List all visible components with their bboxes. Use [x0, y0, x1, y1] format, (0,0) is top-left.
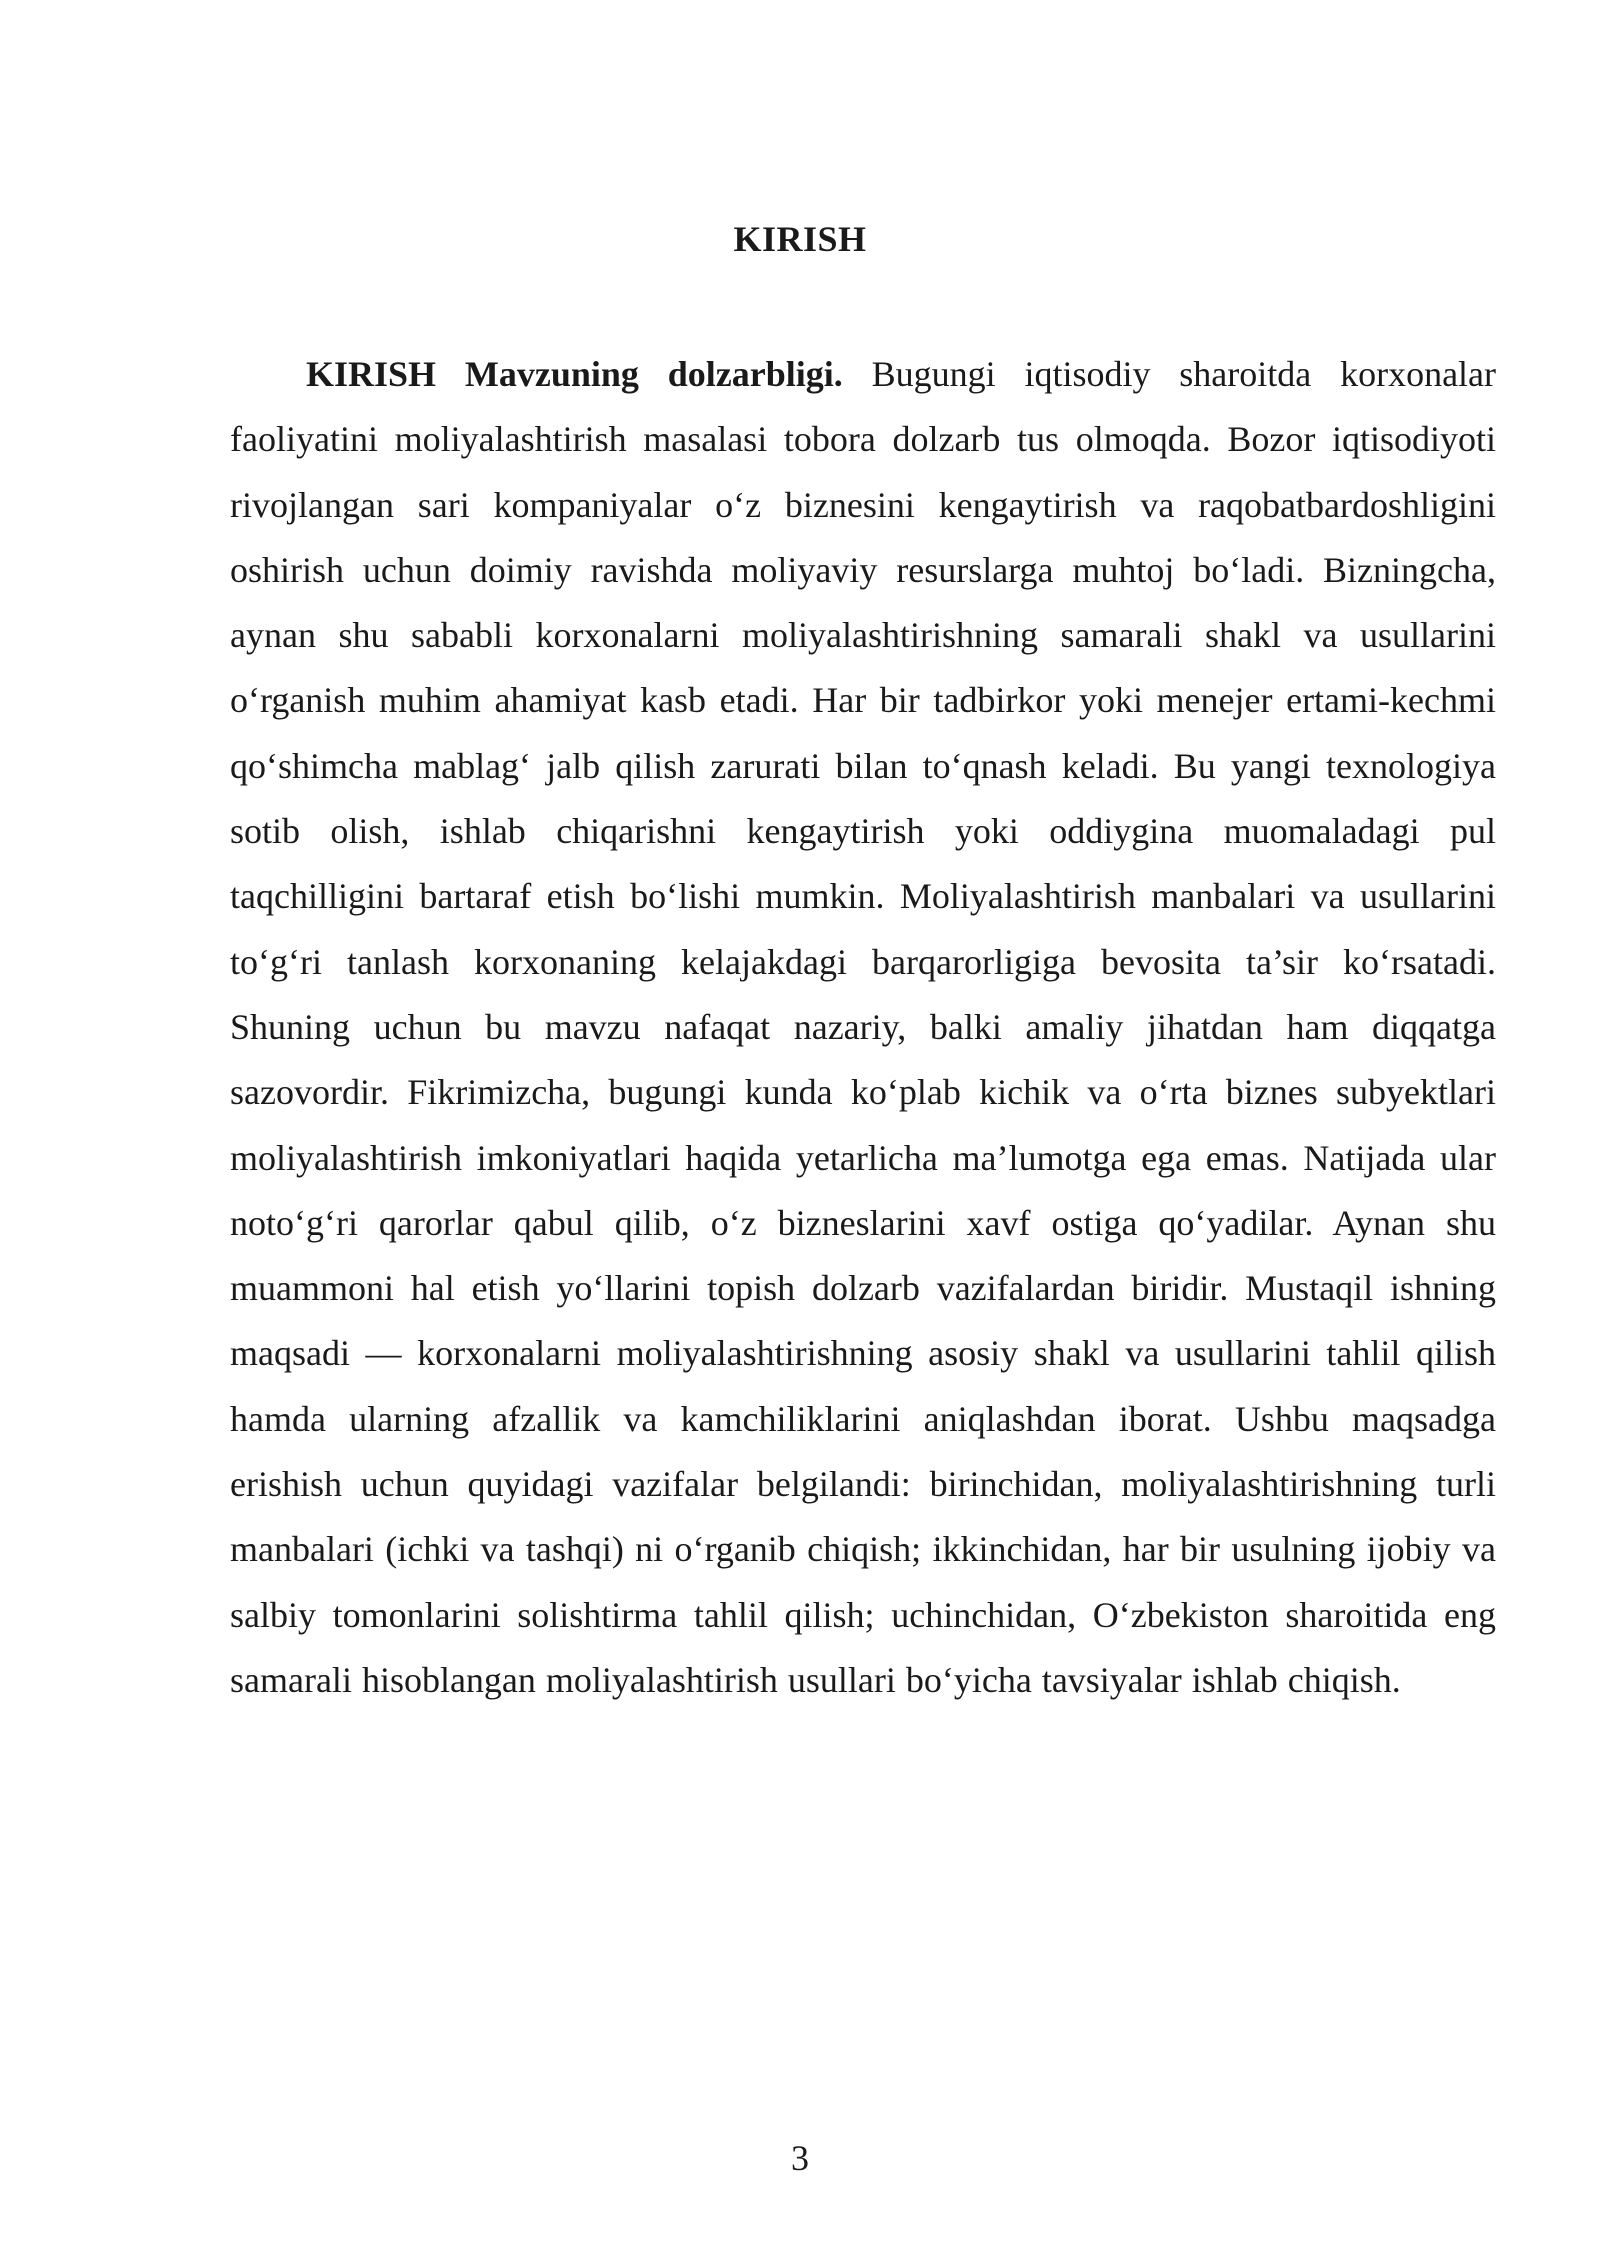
intro-paragraph	[230, 342, 1496, 1713]
paragraph-lead: KIRISH Mavzuning dolzarbligi.	[306, 354, 843, 394]
page-number: 3	[791, 2138, 809, 2178]
section-heading: KIRISH	[733, 219, 867, 259]
paragraph-body: Bugungi iqtisodiy sharoitda korxonalar faoliyatini moliyalashtirish masalasi tobora dolzarb tus olmoqda. Bozor iqtisodiyoti rivojlangan sari kompaniyalar o‘z biznesini kengaytirish va raqobatbardoshligini oshirish uchun doimiy ravishda moliyaviy resurslarga muhtoj bo‘ladi. Bizningcha, aynan shu sababli korxonalarni moliyalashtirishning samarali shakl va usullarini o‘rganish muhim ahamiyat kasb etadi. Har bir tadbirkor yoki menejer ertami-kechmi qo‘shimcha mablag‘ jalb qilish zarurati bilan to‘qnash keladi. Bu yangi texnologiya sotib olish, ishlab chiqarishni kengaytirish yoki oddiygina muomaladagi pul taqchilligini bartaraf etish bo‘lishi mumkin. Moliyalashtirish manbalari va usullarini to‘g‘ri tanlash korxonaning kelajakdagi barqarorligiga bevosita ta’sir ko‘rsatadi. Shuning uchun bu mavzu nafaqat nazariy, balki amaliy jihatdan ham diqqatga sazovordir. Fikrimizcha, bugungi kunda ko‘plab kichik va o‘rta biznes subyektlari moliyalashtirish imkoniyatlari haqida yetarlicha ma’lumotga ega emas. Natijada ular noto‘g‘ri qarorlar qabul qilib, o‘z bizneslarini xavf ostiga qo‘yadilar. Aynan shu muammoni hal etish yo‘llarini topish dolzarb vazifalardan biridir. Mustaqil ishning maqsadi — korxonalarni moliyalashtirishning asosiy shakl va usullarini tahlil qilish hamda ularning afzallik va kamchiliklarini aniqlashdan iborat. Ushbu maqsadga erishish uchun quyidagi vazifalar belgilandi: birinchidan, moliyalashtirishning turli manbalari (ichki va tashqi) ni o‘rganib chiqish; ikkinchidan, har bir usulning ijobiy va salbiy tomonlarini solishtirma tahlil qilish; uchinchidan, O‘zbekiston sharoitida eng samarali hisoblangan moliyalashtirish usullari bo‘yicha tavsiyalar ishlab chiqish.	[230, 354, 1497, 1700]
